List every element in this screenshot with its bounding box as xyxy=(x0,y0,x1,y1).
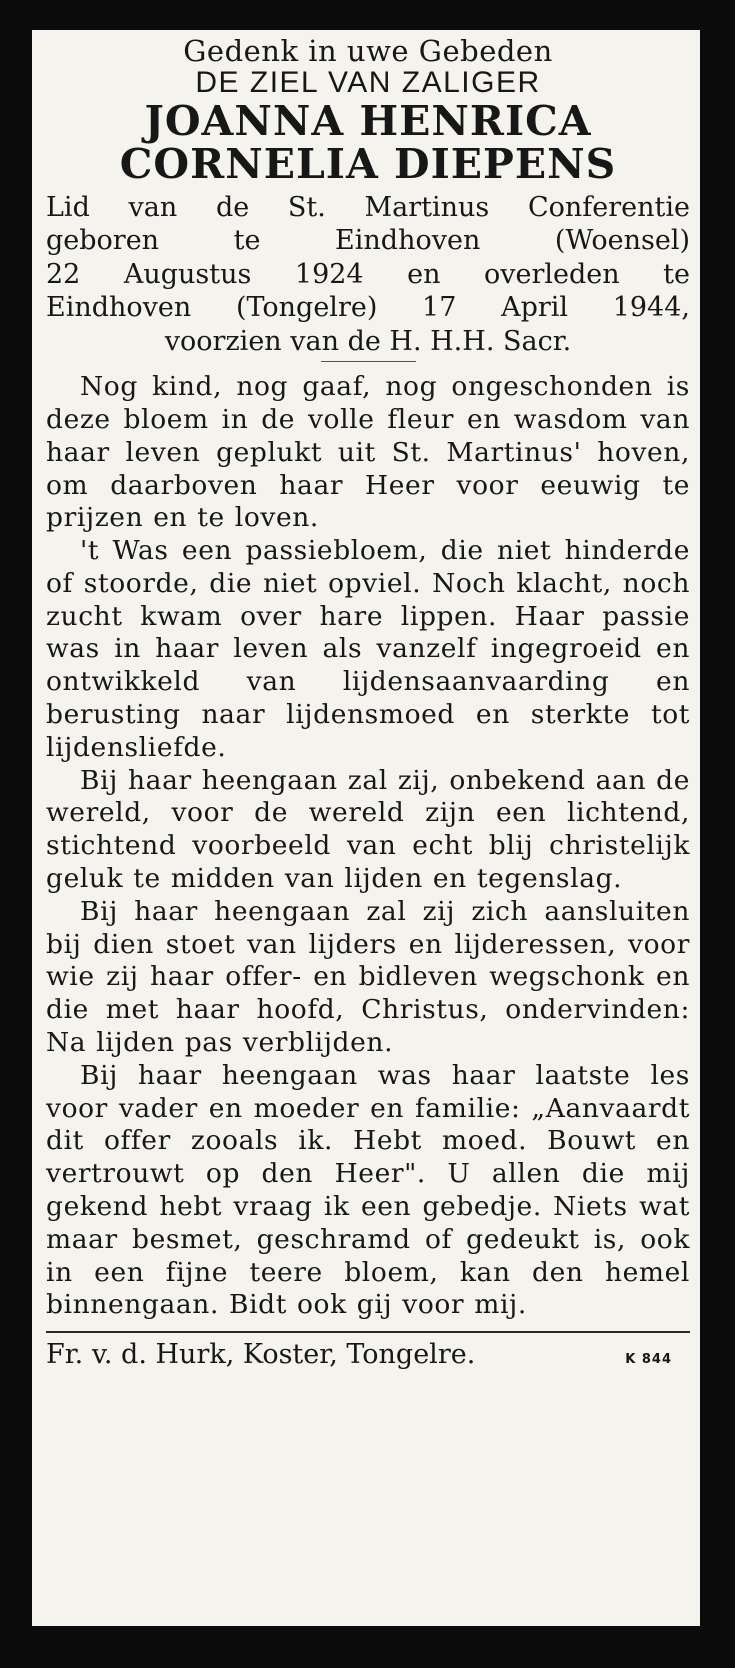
intro-line-deathplace: Eindhoven (Tongelre) 17 April 1944, xyxy=(46,292,690,324)
intro-line-sacraments: voorzien van de H. H.H. Sacr. xyxy=(164,325,572,357)
paragraph-3: Bij haar heengaan zal zij, onbekend aan de wereld, voor de wereld zijn een lichtend, stichtend voorbeeld van echt blij christelijk geluk te midden van lijden en tegenslag. xyxy=(46,764,690,895)
printer-credit: Fr. v. d. Hurk, Koster, Tongelre. xyxy=(46,1339,476,1371)
memorial-text xyxy=(46,371,690,1322)
memorial-card xyxy=(32,30,700,1626)
paragraph-2: 't Was een passiebloem, die niet hinderde of stoorde, die niet opviel. Noch klacht, noch zucht kwam over hare lippen. Haar passie was in haar leven als vanzelf ingegroeid en ontwikkeld van lijdensaanvaarding en berusting naar lijdensmoed en sterkte tot lijdensliefde. xyxy=(46,535,690,763)
intro-line-membership: Lid van de St. Martinus Conferentie xyxy=(46,191,690,223)
deceased-name-line1: JOANNA HENRICA xyxy=(144,96,592,145)
paragraph-4: Bij haar heengaan zal zij zich aansluiten bij dien stoet van lijders en lijderessen, voor wie zij haar offer- en bidleven wegschonk en die met haar hoofd, Christus, ondervinden: Na lijden pas verblijden. xyxy=(46,895,690,1059)
intro-line-birthplace: geboren te Eindhoven (Woensel) xyxy=(46,225,690,257)
short-divider xyxy=(321,361,416,362)
footer-divider xyxy=(46,1331,690,1333)
footer xyxy=(46,1339,690,1370)
header-remember-line: Gedenk in uwe Gebeden xyxy=(183,34,553,68)
print-code: K 844 xyxy=(625,1352,672,1368)
paragraph-5: Bij haar heengaan was haar laatste les voor vader en moeder en familie: „Aanvaardt dit offer zooals ik. Hebt moed. Bouwt en vertrouwt op den Heer". U allen die mij gekend hebt vraag ik een gebedje. Niets wat maar besmet, geschramd of gedeukt is, ook in een fijne teere bloem, kan den hemel binnengaan. Bidt ook gij voor mij. xyxy=(46,1059,690,1321)
biographical-intro xyxy=(46,191,690,359)
intro-line-dates: 22 Augustus 1924 en overleden te xyxy=(46,258,690,290)
paragraph-1: Nog kind, nog gaaf, nog ongeschonden is deze bloem in de volle fleur en wasdom van haar leven geplukt uit St. Martinus' hoven, om daarboven haar Heer voor eeuwig te prijzen en te loven. xyxy=(46,371,690,534)
deceased-name-line2: CORNELIA DIEPENS xyxy=(119,140,617,189)
header-soul-line: DE ZIEL VAN ZALIGER xyxy=(195,66,541,100)
